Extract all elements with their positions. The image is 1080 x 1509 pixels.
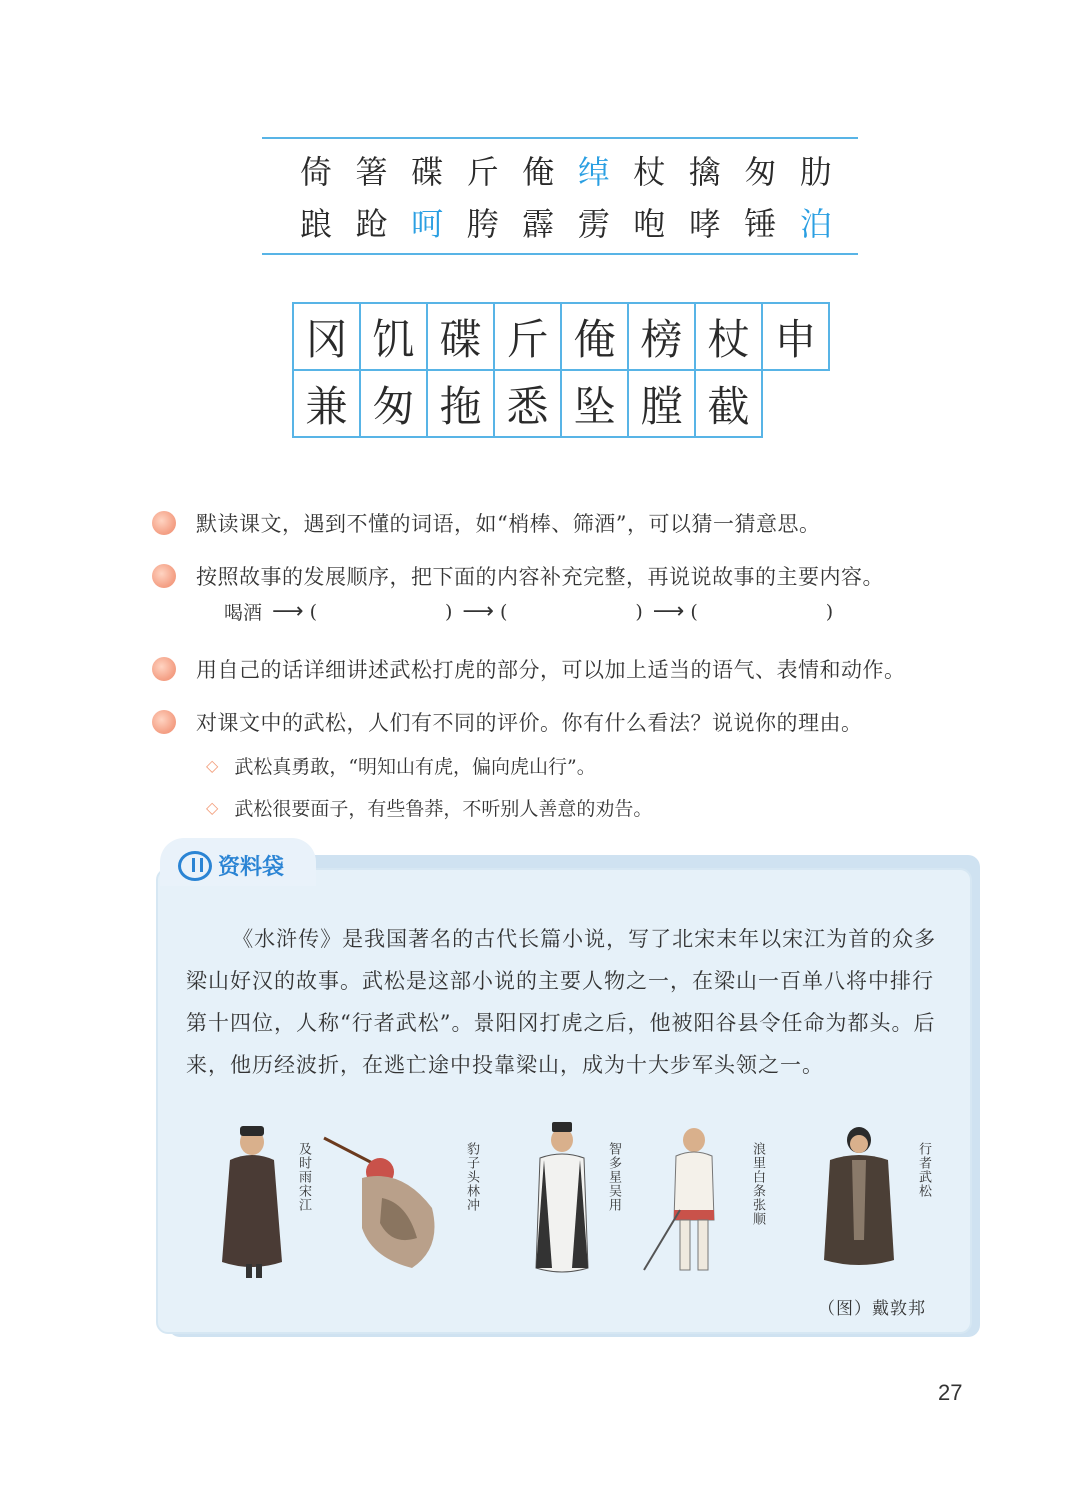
recognition-char: 肋: [799, 153, 832, 191]
blank-close: ): [825, 600, 834, 623]
recognition-row-2: [296, 204, 836, 244]
flow-start: 喝酒: [224, 602, 263, 624]
writing-cell: 碟: [426, 302, 495, 371]
figure-label: 豹子头林冲: [464, 1142, 479, 1212]
blank-open: (: [309, 600, 317, 623]
recognition-char: 踉: [299, 205, 332, 243]
writing-cell: 悉: [493, 369, 562, 438]
recognition-char: 咆: [633, 205, 666, 243]
recognition-char: 跄: [355, 205, 388, 243]
opinion-text: 武松很要面子，有些鲁莽，不听别人善意的劝告。: [234, 798, 653, 820]
figure-label: 及时雨宋江: [296, 1142, 311, 1212]
writing-cell: 匆: [359, 369, 428, 438]
resource-bag-label: 资料袋: [218, 855, 285, 880]
recognition-char: 箸: [355, 153, 388, 191]
recognition-row-1: [296, 152, 836, 192]
writing-grid: [292, 302, 828, 436]
figure-linchong-illustration: [322, 1128, 452, 1278]
figure-wusong-illustration: [814, 1120, 904, 1280]
blank-open: (: [499, 600, 508, 623]
resource-paragraph: 《水浒传》是我国著名的古代长篇小说，写了北宋末年以宋江为首的众多梁山好汉的故事。武松是这部小说的主要人物之一，在梁山一百单八将中排行第十四位，人称“行者武松”。景阳冈打虎之后，他被阳谷县令任命为都头。后来，他历经波折，在逃亡途中投靠梁山，成为十大步军头领之一。: [186, 927, 937, 1077]
recognition-char: 匆: [744, 153, 777, 191]
recognition-char: 雳: [577, 205, 610, 243]
blank-open: (: [690, 600, 698, 623]
writing-cell: 冈: [292, 302, 361, 371]
figure-songjiang-illustration: [212, 1122, 292, 1282]
figure-label: 行者武松: [916, 1142, 931, 1198]
recognition-char: 泊: [799, 205, 832, 243]
figure-wuyong-illustration: [522, 1118, 602, 1278]
writing-cell: 坠: [560, 369, 629, 438]
question-text: 用自己的话详细讲述武松打虎的部分，可以加上适当的语气、表情和动作。: [196, 658, 906, 682]
page-number: 27: [938, 1380, 963, 1405]
arrow-right-icon: ⟶: [652, 599, 685, 624]
recognition-char: 斤: [466, 153, 499, 191]
question-text: 对课文中的武松，人们有不同的评价。你有什么看法？说说你的理由。: [196, 711, 863, 735]
writing-row-2: [292, 369, 828, 436]
info-book-icon: [178, 851, 212, 881]
writing-cell: 兼: [292, 369, 361, 438]
diamond-icon: ◇: [206, 798, 219, 817]
arrow-right-icon: ⟶: [462, 599, 494, 624]
opinion-text: 武松真勇敢，“明知山有虎，偏向虎山行”。: [234, 756, 596, 778]
recognition-char: 绰: [577, 153, 610, 191]
recognition-char: 倚: [299, 153, 332, 191]
question-text: 按照故事的发展顺序，把下面的内容补充完整，再说说故事的主要内容。: [196, 565, 884, 589]
diamond-icon: ◇: [206, 756, 219, 775]
recognition-char: 俺: [522, 153, 555, 191]
recognition-char: 胯: [466, 205, 499, 243]
question-bullet-icon: [152, 511, 176, 535]
writing-row-1: [292, 302, 828, 369]
question-3: [152, 654, 906, 684]
writing-cell: 截: [694, 369, 763, 438]
recognition-char: 呵: [411, 205, 444, 243]
writing-cell: 饥: [359, 302, 428, 371]
resource-bag-text: [186, 918, 946, 1086]
recognition-char: 哮: [688, 205, 721, 243]
writing-cell: 榜: [627, 302, 696, 371]
writing-cell: 拖: [426, 369, 495, 438]
question-1: [152, 508, 820, 538]
arrow-right-icon: ⟶: [272, 599, 304, 624]
recognition-top-rule: [262, 137, 858, 139]
writing-cell: 膛: [627, 369, 696, 438]
opinion-2: [206, 794, 652, 821]
writing-cell: 杖: [694, 302, 763, 371]
question-bullet-icon: [152, 564, 176, 588]
recognition-char: 杖: [633, 153, 666, 191]
writing-cell: 斤: [493, 302, 562, 371]
recognition-char: 擒: [688, 153, 721, 191]
blank-close: ): [444, 600, 453, 623]
question-2: [152, 561, 884, 591]
question-4: [152, 707, 863, 737]
opinion-1: [206, 752, 596, 779]
figure-label: 浪里白条张顺: [750, 1142, 765, 1226]
question-bullet-icon: [152, 710, 176, 734]
recognition-char: 霹: [522, 205, 555, 243]
question-bullet-icon: [152, 657, 176, 681]
blank-close: ): [635, 600, 643, 623]
resource-bag-title: [178, 850, 284, 881]
story-sequence: [224, 598, 833, 625]
writing-cell: 申: [761, 302, 830, 371]
figure-zhangshun-illustration: [640, 1120, 740, 1280]
writing-cell: 俺: [560, 302, 629, 371]
question-text: 默读课文，遇到不懂的词语，如“梢棒、筛酒”，可以猜一猜意思。: [196, 512, 821, 536]
illustration-credit: （图）戴敦邦: [818, 1299, 926, 1319]
recognition-char: 碟: [411, 153, 444, 191]
figure-label: 智多星吴用: [606, 1142, 621, 1212]
recognition-char: 锤: [744, 205, 777, 243]
recognition-bottom-rule: [262, 253, 858, 255]
